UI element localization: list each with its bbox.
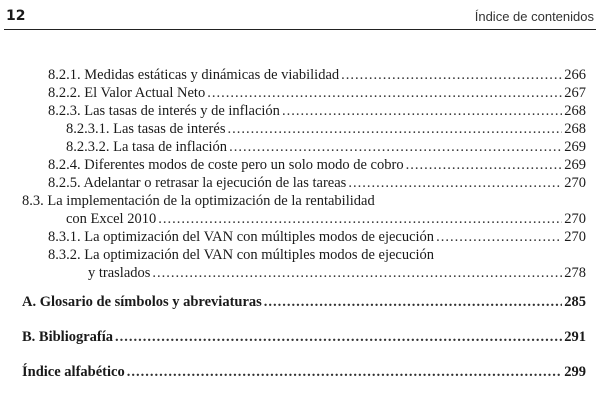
toc-entry-page: 269 xyxy=(564,139,586,155)
leader-dots xyxy=(341,66,562,84)
toc-entry-page: 268 xyxy=(564,103,586,119)
toc-entry-page: 270 xyxy=(564,211,586,227)
toc-entry-8-2-3-1 xyxy=(66,120,586,138)
toc-entry-8-3-2-line1: 8.3.2. La optimización del VAN con múltiples modos de ejecución xyxy=(48,247,435,263)
toc-entry-appendix-b xyxy=(22,328,586,346)
leader-dots xyxy=(227,120,562,138)
toc-entry-8-3-2-line2 xyxy=(88,264,586,282)
toc-entry-page: 267 xyxy=(564,85,586,101)
toc-entry-8-2-5 xyxy=(48,174,586,192)
toc-entry-appendix-a xyxy=(22,293,586,311)
toc-entry-label: 8.2.1. Medidas estáticas y dinámicas de viabilidad xyxy=(48,67,340,83)
toc-entry-8-3-line2 xyxy=(66,210,586,228)
leader-dots xyxy=(115,328,562,346)
leader-dots xyxy=(436,228,562,246)
toc-entry-8-3-line1: 8.3. La implementación de la optimización de la rentabilidad xyxy=(22,193,375,209)
toc-entry-8-2-3-2 xyxy=(66,138,586,156)
toc-entry-page: 270 xyxy=(564,175,586,191)
toc-entry-8-2-2 xyxy=(48,84,586,102)
toc-entry-label: 8.2.3.1. Las tasas de interés xyxy=(66,121,226,137)
leader-dots xyxy=(207,84,562,102)
toc-entry-label: y traslados xyxy=(88,265,151,281)
toc-entry-page: 278 xyxy=(564,265,586,281)
toc-entry-8-2-1 xyxy=(48,66,586,84)
running-title: Índice de contenidos xyxy=(474,9,594,24)
page-number: 12 xyxy=(6,8,26,24)
toc-entry-8-3-1 xyxy=(48,228,586,246)
leader-dots xyxy=(406,156,563,174)
toc-entry-label: 8.2.2. El Valor Actual Neto xyxy=(48,85,206,101)
toc-entry-label: A. Glosario de símbolos y abreviaturas xyxy=(22,294,262,310)
toc-entry-page: 268 xyxy=(564,121,586,137)
leader-dots xyxy=(158,210,562,228)
toc-entry-index xyxy=(22,363,586,381)
toc-entry-label: 8.2.3.2. La tasa de inflación xyxy=(66,139,228,155)
toc-entry-label: Índice alfabético xyxy=(22,364,125,380)
leader-dots xyxy=(282,102,562,120)
leader-dots xyxy=(348,174,562,192)
toc-entry-label: con Excel 2010 xyxy=(66,211,157,227)
toc-entry-label: 8.2.4. Diferentes modos de coste pero un solo modo de cobro xyxy=(48,157,404,173)
toc-entry-page: 285 xyxy=(564,294,586,310)
toc-entry-page: 299 xyxy=(564,364,586,380)
header-rule xyxy=(4,29,596,30)
leader-dots xyxy=(127,363,563,381)
leader-dots xyxy=(229,138,562,156)
toc-entry-page: 266 xyxy=(564,67,586,83)
toc-entry-page: 270 xyxy=(564,229,586,245)
toc-entry-8-2-4 xyxy=(48,156,586,174)
leader-dots xyxy=(152,264,562,282)
leader-dots xyxy=(264,293,562,311)
toc-entry-8-2-3 xyxy=(48,102,586,120)
toc-entry-label: 8.3.1. La optimización del VAN con múltiples modos de ejecución xyxy=(48,229,435,245)
toc-entry-label: 8.2.5. Adelantar o retrasar la ejecución de las tareas xyxy=(48,175,347,191)
toc-entry-page: 291 xyxy=(564,329,586,345)
toc-entry-label: B. Bibliografía xyxy=(22,329,114,345)
toc-entry-label: 8.2.3. Las tasas de interés y de inflación xyxy=(48,103,280,119)
toc-entry-page: 269 xyxy=(564,157,586,173)
